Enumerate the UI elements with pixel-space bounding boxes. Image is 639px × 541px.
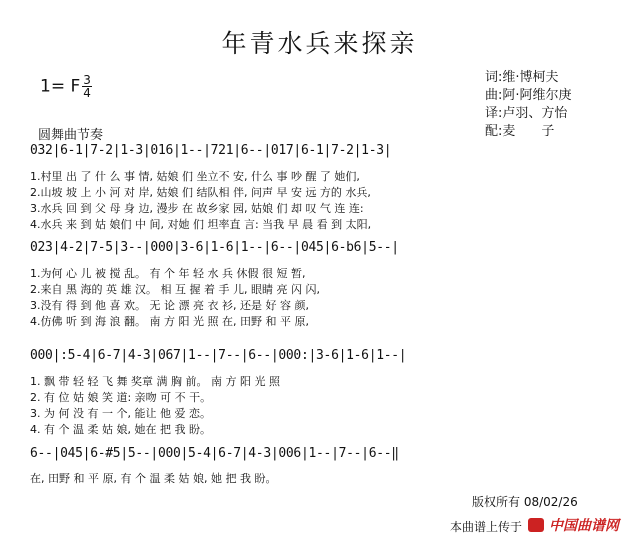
lyric-line: 1.为何 心 儿 被 搅 乱。 有 个 年 轻 水 兵 休假 很 短 暂,: [30, 267, 306, 280]
lyric-line: 2. 有 位 姑 娘 笑 道: 亲吻 可 不 干。: [30, 391, 212, 404]
lyric-line: 1. 飘 带 轻 轻 飞 舞 奖章 满 胸 前。 南 方 阳 光 照: [30, 375, 280, 388]
lyric-line: 在, 田野 和 平 原, 有 个 温 柔 姑 娘, 她 把 我 盼。: [30, 472, 277, 485]
site-logo-icon: [528, 518, 544, 532]
credit-translator: 译:卢羽、方怡: [485, 106, 568, 121]
time-signature-beats: 3: [83, 73, 91, 87]
lyric-line: 4. 有 个 温 柔 姑 娘, 她在 把 我 盼。: [30, 423, 211, 436]
notation-line-4: 6--|045|6-#5|5--|000|5-4|6-7|4-3|006|1--|7--|6--‖: [30, 446, 399, 461]
lyric-line: 4.水兵 来 到 姑 娘们 中 间, 对她 们 坦率直 言: 当我 早 晨 看 到 太阳,: [30, 218, 372, 231]
credit-arranger: 配:麦 子: [485, 124, 555, 139]
key-signature: [40, 74, 92, 99]
notation-line-1: 032|6-1|7-2|1-3|016|1--|721|6--|017|6-1|7-2|1-3|: [30, 143, 392, 158]
upload-note: 本曲谱上传于: [450, 520, 523, 534]
lyric-line: 3. 为 何 没 有 一 个, 能让 他 爱 恋。: [30, 407, 211, 420]
lyric-line: 2.来自 黑 海的 英 雄 汉。 相 互 握 着 手 儿, 眼睛 亮 闪 闪,: [30, 283, 320, 296]
lyric-line: 3.没有 得 到 他 喜 欢。 无 论 漂 亮 衣 衫, 还是 好 容 颜,: [30, 299, 309, 312]
notation-line-3: 000|:5-4|6-7|4-3|067|1--|7--|6--|000:|3-6|1-6|1--|: [30, 348, 407, 363]
lyric-line: 1.村里 出 了 什 么 事 情, 姑娘 们 坐立不 安, 什么 事 吵 醒 了 她们,: [30, 170, 360, 183]
time-signature: [82, 74, 92, 99]
lyric-line: 3.水兵 回 到 父 母 身 边, 漫步 在 故乡家 园, 姑娘 们 却 叹 气 连 连:: [30, 202, 364, 215]
credit-lyricist: 词:维·博柯夫: [485, 70, 559, 85]
credit-composer: 曲:阿·阿维尔庚: [485, 88, 572, 103]
site-watermark: 中国曲谱网: [549, 518, 619, 534]
notation-line-2: 023|4-2|7-5|3--|000|3-6|1-6|1--|6--|045|6-b6|5--|: [30, 240, 399, 255]
copyright-note: 版权所有 08/02/26: [472, 495, 578, 509]
tempo-marking: 圆舞曲节奏: [38, 128, 104, 143]
lyric-line: 2.山坡 坡 上 小 河 对 岸, 姑娘 们 结队相 伴, 问声 早 安 远 方的 水兵,: [30, 186, 371, 199]
song-title: 年青水兵来探亲: [221, 29, 418, 58]
lyric-line: 4.仿佛 听 到 海 浪 翻。 南 方 阳 光 照 在, 田野 和 平 原,: [30, 315, 309, 328]
time-signature-unit: 4: [83, 86, 91, 100]
key-label: 1= F: [40, 76, 81, 97]
